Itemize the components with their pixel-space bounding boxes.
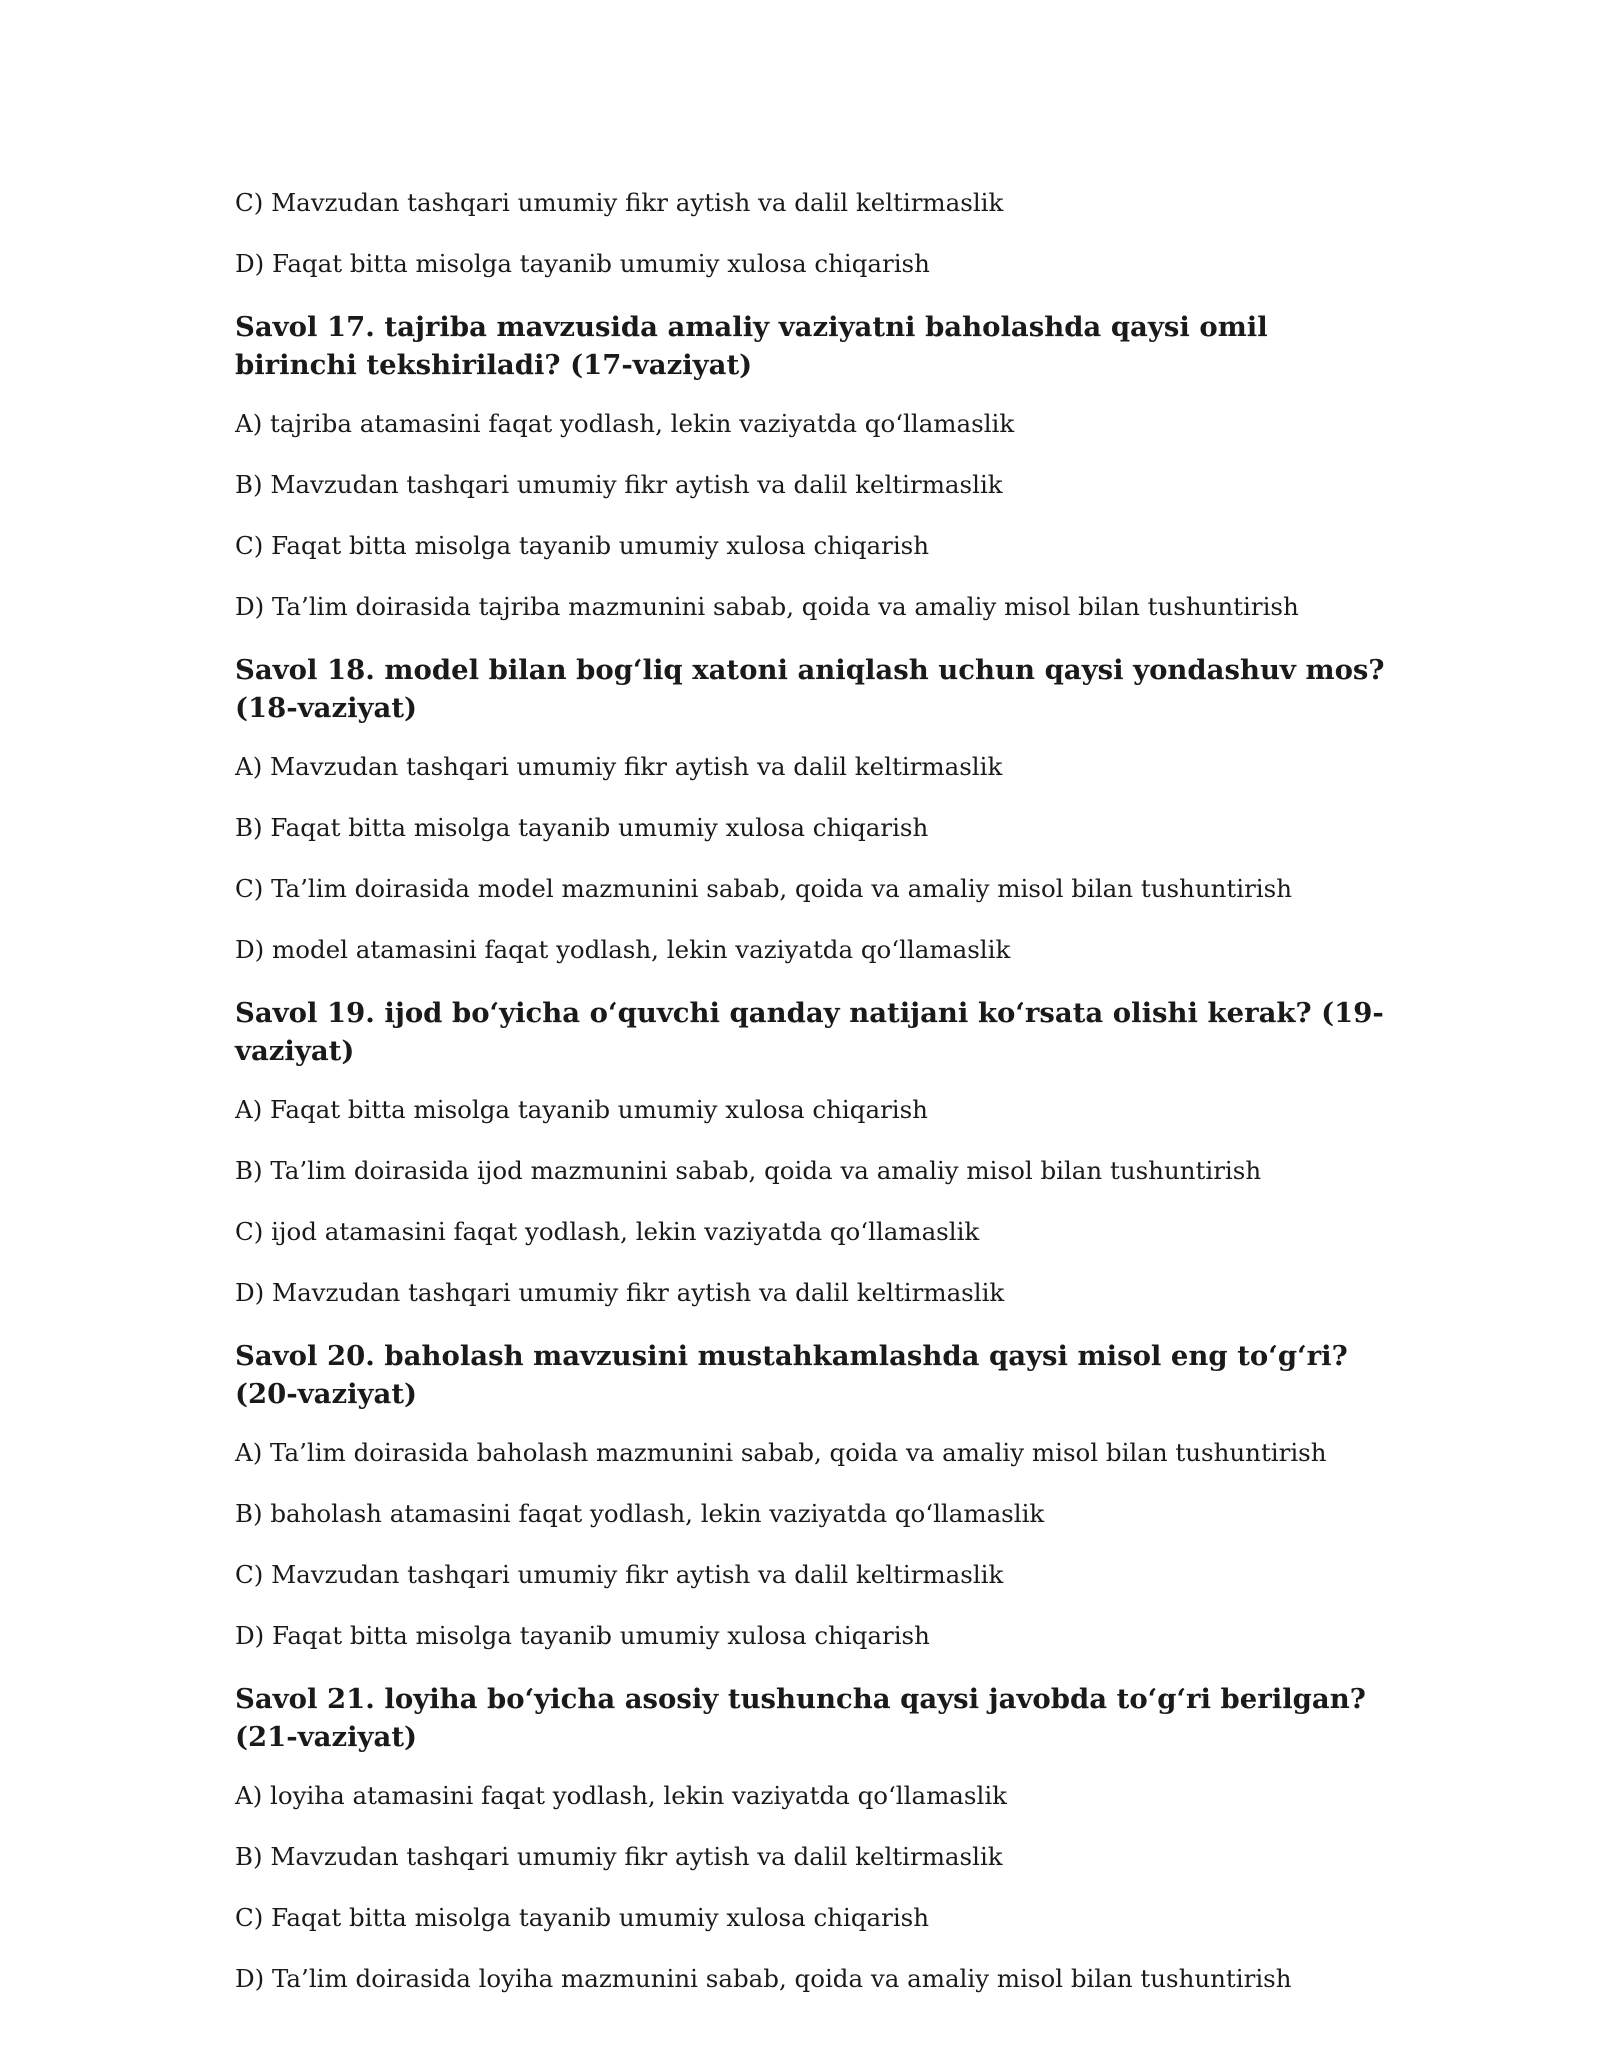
answer-option: C) Ta’lim doirasida model mazmunini sabab, qoida va amaliy misol bilan tushuntirish	[235, 874, 1292, 903]
answer-option: D) Faqat bitta misolga tayanib umumiy xulosa chiqarish	[235, 1621, 930, 1650]
question-title: Savol 21. loyiha bo‘yicha asosiy tushuncha qaysi javobda to‘g‘ri berilgan? (21-vaziyat)	[235, 1683, 1366, 1753]
question-title: Savol 20. baholash mavzusini mustahkamlashda qaysi misol eng to‘g‘ri? (20-vaziyat)	[235, 1340, 1348, 1410]
answer-option: A) tajriba atamasini faqat yodlash, lekin vaziyatda qo‘llamaslik	[235, 409, 1015, 438]
answer-option: C) Faqat bitta misolga tayanib umumiy xulosa chiqarish	[235, 531, 930, 560]
answer-option: C) ijod atamasini faqat yodlash, lekin vaziyatda qo‘llamaslik	[235, 1217, 980, 1246]
answer-option: A) Mavzudan tashqari umumiy fikr aytish va dalil keltirmaslik	[235, 752, 1003, 781]
answer-option: D) Ta’lim doirasida loyiha mazmunini sabab, qoida va amaliy misol bilan tushuntirish	[235, 1964, 1292, 1993]
answer-option: D) model atamasini faqat yodlash, lekin vaziyatda qo‘llamaslik	[235, 935, 1011, 964]
answer-option: B) Faqat bitta misolga tayanib umumiy xulosa chiqarish	[235, 813, 929, 842]
document-page	[235, 186, 1395, 2023]
answer-option: C) Mavzudan tashqari umumiy fikr aytish va dalil keltirmaslik	[235, 1560, 1004, 1589]
answer-option: A) Faqat bitta misolga tayanib umumiy xulosa chiqarish	[235, 1095, 928, 1124]
answer-option: B) Ta’lim doirasida ijod mazmunini sabab, qoida va amaliy misol bilan tushuntirish	[235, 1156, 1262, 1185]
answer-option: D) Mavzudan tashqari umumiy fikr aytish va dalil keltirmaslik	[235, 1278, 1005, 1307]
question-title: Savol 19. ijod bo‘yicha o‘quvchi qanday natijani ko‘rsata olishi kerak? (19-vaziyat)	[235, 997, 1384, 1067]
answer-option: C) Mavzudan tashqari umumiy fikr aytish va dalil keltirmaslik	[235, 188, 1004, 217]
answer-option: B) Mavzudan tashqari umumiy fikr aytish va dalil keltirmaslik	[235, 470, 1003, 499]
answer-option: C) Faqat bitta misolga tayanib umumiy xulosa chiqarish	[235, 1903, 930, 1932]
answer-option: B) Mavzudan tashqari umumiy fikr aytish va dalil keltirmaslik	[235, 1842, 1003, 1871]
answer-option: A) loyiha atamasini faqat yodlash, lekin vaziyatda qo‘llamaslik	[235, 1781, 1008, 1810]
answer-option: A) Ta’lim doirasida baholash mazmunini sabab, qoida va amaliy misol bilan tushuntirish	[235, 1438, 1327, 1467]
answer-option: D) Faqat bitta misolga tayanib umumiy xulosa chiqarish	[235, 249, 930, 278]
answer-option: B) baholash atamasini faqat yodlash, lekin vaziyatda qo‘llamaslik	[235, 1499, 1045, 1528]
question-title: Savol 18. model bilan bog‘liq xatoni aniqlash uchun qaysi yondashuv mos? (18-vaziyat)	[235, 654, 1385, 724]
answer-option: D) Ta’lim doirasida tajriba mazmunini sabab, qoida va amaliy misol bilan tushuntirish	[235, 592, 1299, 621]
question-title: Savol 17. tajriba mavzusida amaliy vaziyatni baholashda qaysi omil birinchi tekshiriladi? (17-vaziyat)	[235, 311, 1268, 381]
